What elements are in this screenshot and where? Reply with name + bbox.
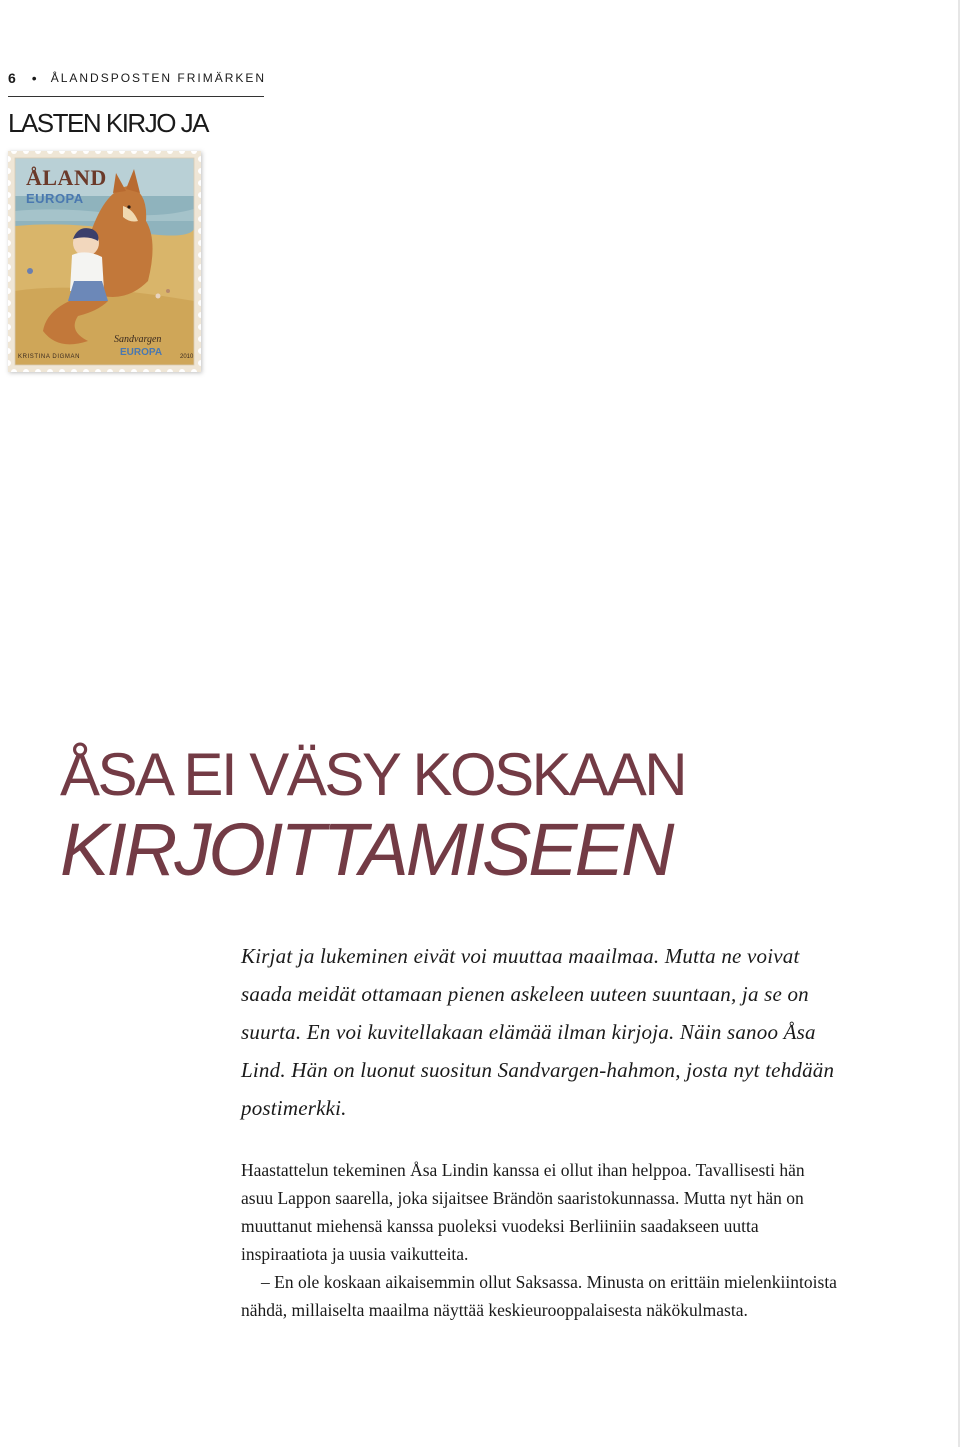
publication-name: ÅLANDSPOSTEN FRIMÄRKEN [50, 71, 267, 85]
running-header [8, 70, 266, 86]
article-lead: Kirjat ja lukeminen eivät voi muuttaa maailmaa. Mutta ne voivat saada meidät ottamaan pienen askeleen uuteen suuntaan, ja se on suurta. En voi kuvitellakaan elämää ilman kirjoja. Näin sanoo Åsa Lind. Hän on luonut suositun Sandvargen-hahmon, josta nyt tehdään postimerkki. [241, 944, 835, 1120]
body-paragraph: Haastattelun tekeminen Åsa Lindin kanssa ei ollut ihan helppoa. Tavallisesti hän asuu Lappon saarella, joka sijaitsee Brändön saaristokunnassa. Mutta nyt hän on muuttanut miehensä kanssa puoleksi vuodeksi Berliiniin saadakseen uutta inspiraatiota ja uusia vaikutteita. [241, 1160, 805, 1264]
stamp-year: 2010 [180, 354, 194, 360]
stamp-country-label: ÅLAND [26, 165, 107, 190]
article-headline [60, 741, 686, 891]
headline-line-1: ÅSA EI VÄSY KOSKAAN [60, 741, 686, 808]
stamp-image [8, 151, 201, 372]
page-number: 6 [8, 70, 16, 86]
stamp-europa-label: EUROPA [26, 191, 84, 206]
headline-line-2: KIRJOITTAMISEEN [60, 808, 672, 891]
stamp-artist-label: KRISTINA DIGMAN [18, 354, 81, 360]
header-separator: • [31, 70, 39, 86]
stamp-book-title: Sandvargen [114, 334, 162, 345]
article-body [241, 1156, 841, 1324]
header-divider [8, 96, 264, 97]
section-title: LASTEN KIRJO JA [8, 108, 208, 138]
stamp-europa-logo: EUROPA [120, 347, 163, 358]
body-paragraph-quote: – En ole koskaan aikaisemmin ollut Saksassa. Minusta on erittäin mielenkiintoista nähdä, millaiselta maailma näyttää keskieurooppalaisesta näkökulmasta. [241, 1272, 837, 1320]
